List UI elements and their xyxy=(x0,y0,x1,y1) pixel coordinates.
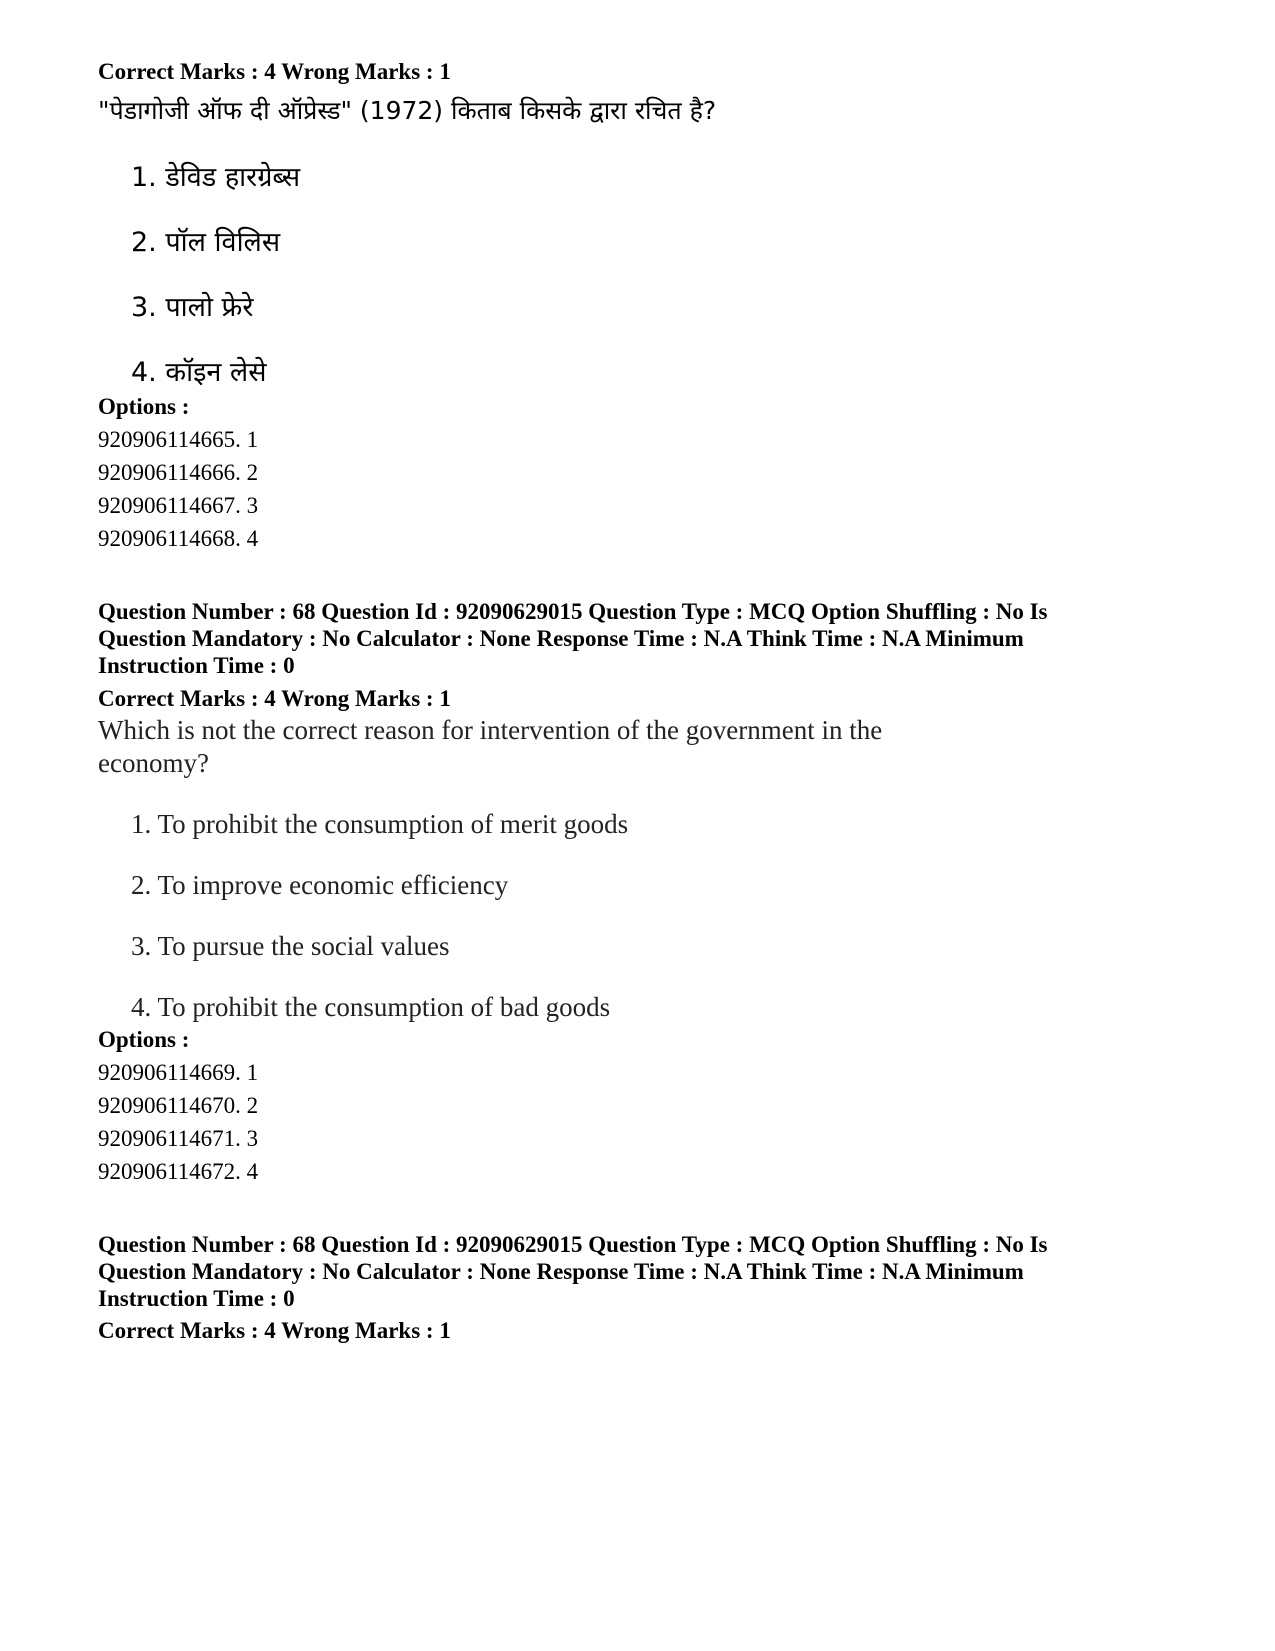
marks-line: Correct Marks : 4 Wrong Marks : 1 xyxy=(98,59,451,84)
choice-item: 1. To prohibit the consumption of merit goods xyxy=(131,809,629,839)
question-meta: Instruction Time : 0 xyxy=(98,653,295,678)
option-id: 920906114665. 1 xyxy=(98,427,259,452)
choice-item: 4. कॉइन लेसे xyxy=(131,357,267,388)
question-meta: Question Mandatory : No Calculator : None Response Time : N.A Think Time : N.A Minimum xyxy=(98,626,1024,651)
options-label: Options : xyxy=(98,394,190,419)
marks-line: Correct Marks : 4 Wrong Marks : 1 xyxy=(98,1318,451,1343)
question-meta: Instruction Time : 0 xyxy=(98,1286,295,1311)
question-text: "पेडागोजी ऑफ दी ऑप्रेस्ड" (1972) किताब किसके द्वारा रचित है? xyxy=(98,96,717,125)
question-text: Which is not the correct reason for intervention of the government in the xyxy=(98,715,883,745)
question-meta: Question Number : 68 Question Id : 92090629015 Question Type : MCQ Option Shuffling : No Is xyxy=(98,1232,1048,1257)
question-meta: Question Number : 68 Question Id : 92090629015 Question Type : MCQ Option Shuffling : No Is xyxy=(98,599,1048,624)
options-label: Options : xyxy=(98,1027,190,1052)
question-text: economy? xyxy=(98,748,209,778)
choice-item: 3. पालो फ्रेरे xyxy=(131,292,254,323)
marks-line: Correct Marks : 4 Wrong Marks : 1 xyxy=(98,686,451,711)
option-id: 920906114669. 1 xyxy=(98,1060,259,1085)
option-id: 920906114667. 3 xyxy=(98,493,259,518)
option-id: 920906114671. 3 xyxy=(98,1126,259,1151)
question-meta: Question Mandatory : No Calculator : None Response Time : N.A Think Time : N.A Minimum xyxy=(98,1259,1024,1284)
option-id: 920906114670. 2 xyxy=(98,1093,259,1118)
choice-item: 1. डेविड हारग्रेब्स xyxy=(131,162,301,193)
option-id: 920906114672. 4 xyxy=(98,1159,259,1184)
choice-item: 2. To improve economic efficiency xyxy=(131,870,509,900)
option-id: 920906114666. 2 xyxy=(98,460,259,485)
choice-item: 2. पॉल विलिस xyxy=(131,227,281,258)
choice-item: 4. To prohibit the consumption of bad goods xyxy=(131,992,611,1022)
option-id: 920906114668. 4 xyxy=(98,526,259,551)
choice-item: 3. To pursue the social values xyxy=(131,931,450,961)
